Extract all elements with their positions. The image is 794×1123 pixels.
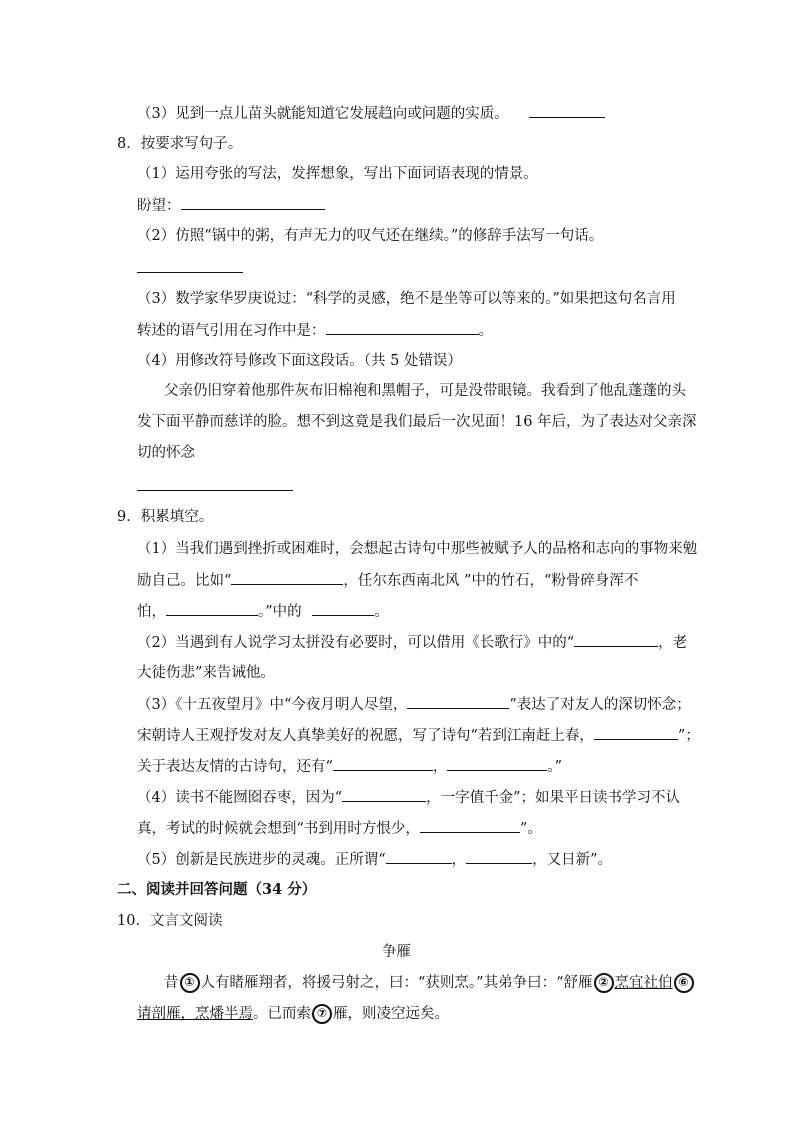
answer-blank[interactable] [326,320,479,335]
answer-blank[interactable] [181,195,325,210]
answer-line[interactable] [137,272,243,273]
footnote-marker-6: ⑥ [674,973,694,993]
q9-item-4-line-2: 真，考试的时候就会想到“书到用时方恨少， ”。 [137,818,542,839]
answer-blank[interactable] [231,570,343,585]
q9-item-2-line-1: （2）当遇到有人说学习太拼没有必要时，可以借用《长歌行》中的“ ，老 [137,632,687,653]
q8-item-3-line-2: 转述的语气引用在习作中是： 。 [137,320,493,341]
q9-item-2-line-2: 大徒伤悲”来告诫他。 [137,665,275,681]
q9-item-4-line-1: （4）读书不能囫囵吞枣，因为“ ，一字值千金”；如果平日读书学习不认 [137,787,680,808]
q9-item-5: （5）创新是民族进步的灵魂。正所谓“ ， ，又日新”。 [137,849,612,870]
q7-item-3: （3）见到一点儿苗头就能知道它发展趋向或问题的实质。 [137,103,605,124]
q9-item-1-line-2: 励自己。比如“ ，任尔东西南北风 ”中的竹石，“粉骨碎身浑不 [137,570,638,591]
q8-item-1: （1）运用夸张的写法，发挥想象，写出下面词语表现的情景。 [137,166,538,182]
passage-line-1: 昔 ① 人有睹雁翔者，将援弓射之，曰：“获则烹。”其弟争曰：“舒雁 ② 烹宜社伯 ⑥ [164,973,695,993]
question-8-title: 8．按要求写句子。 [117,136,243,152]
q9-item-1-line-1: （1）当我们遇到挫折或困难时，会想起古诗句中那些被赋予人的品格和志向的事物来勉 [137,541,698,557]
answer-blank[interactable] [166,601,258,616]
answer-blank[interactable] [407,694,509,709]
paragraph-line-1: 父亲仍旧穿着他那件灰布旧棉袍和黑帽子，可是没带眼镜。我看到了他乱蓬蓬的头 [164,383,686,399]
q8-item-3-line-1: （3）数学家华罗庚说过：“科学的灵感，绝不是坐等可以等来的。”如果把这句名言用 [137,291,676,307]
q9-item-3-line-3: 关于表达友情的古诗句，还有“ ， 。” [137,756,562,777]
section-2-heading: 二、阅读并回答问题（34 分） [117,881,317,898]
paragraph-line-2: 发下面平静而慈详的脸。想不到这竟是我们最后一次见面！16 年后，为了表达对父亲深 [137,414,697,430]
q9-item-1-line-3: 怕， 。”中的 。 [137,601,389,622]
q9-item-3-line-1: （3）《十五夜望月》中“今夜月明人尽望， ”表达了对友人的深切怀念； [137,694,691,715]
answer-blank[interactable] [594,725,678,740]
answer-blank[interactable] [342,787,426,802]
passage-line-2: 请剖雁，烹燔半焉。已而索 ⑦ 雁，则凌空远矣。 [137,1006,449,1022]
footnote-marker-2: ② [594,973,614,993]
q8-item-2: （2）仿照“锅中的粥，有声无力的叹气还在继续。”的修辞手法写一句话。 [137,228,604,244]
paragraph-line-3: 切的怀念 [137,445,195,461]
question-9-title: 9．积累填空。 [117,509,214,525]
footnote-marker-7: ⑦ [312,1004,332,1024]
passage-title: 争雁 [382,944,411,960]
answer-blank[interactable] [466,849,532,864]
q9-item-3-line-2: 宋朝诗人王观抒发对友人真挚美好的祝愿，写了诗句“若到江南赶上春， ”； [137,725,700,746]
answer-blank[interactable] [420,818,520,833]
answer-blank[interactable] [574,632,658,647]
footnote-marker-1: ① [180,973,200,993]
answer-blank[interactable] [312,601,374,616]
q8-item-1-word: 盼望： [137,195,325,216]
answer-blank[interactable] [386,849,452,864]
answer-line[interactable] [137,490,293,491]
answer-blank[interactable] [447,756,547,771]
answer-blank[interactable] [333,756,433,771]
q8-item-4: （4）用修改符号修改下面这段话。（共 5 处错误） [137,353,462,369]
question-10-title: 10．文言文阅读 [117,913,223,929]
answer-blank[interactable] [529,103,605,118]
